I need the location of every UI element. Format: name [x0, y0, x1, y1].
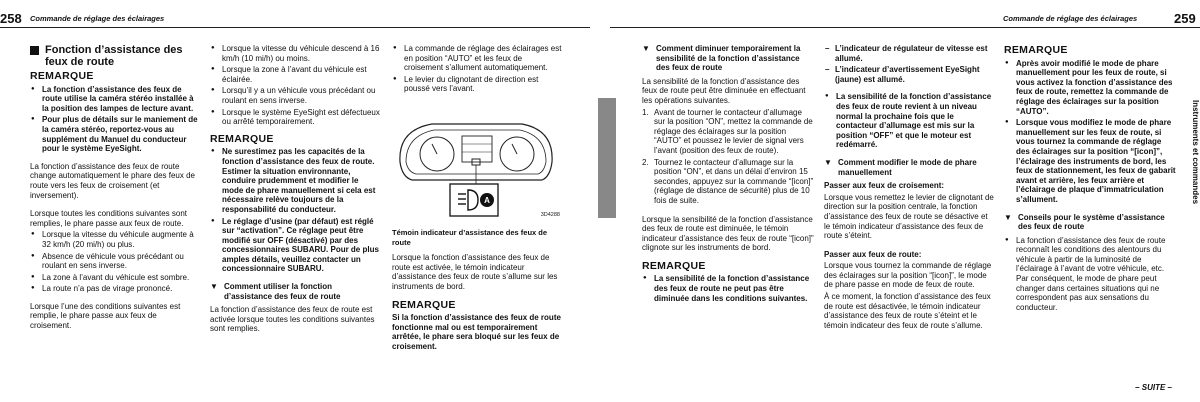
list-item: ● La fonction d’assistance des feux de route reconnaît les conditions des alentours du véhicule à partir de la luminosité de l’éclairage à l’avant de votre véhicule, etc. Par conséquent, le mode de phare peut changer dans certaines situations qui ne correspondent pas aux sensations du conducteur.	[1004, 236, 1176, 313]
triangle-bullet-icon: ▼	[210, 282, 218, 292]
remark-label: REMARQUE	[210, 132, 274, 145]
list-item: ● Après avoir modifié le mode de phare manuellement pour les feux de route, si vous activez la fonction d’assistance des feux de route, remettez la commande de réglage des éclairages sur la position “AUTO”.	[1004, 59, 1176, 117]
paragraph: Lorsque l’une des conditions suivantes est remplie, le phare passe aux feux de croisement.	[30, 301, 181, 331]
running-title-right: Commande de réglage des éclairages	[1003, 14, 1138, 23]
remark-list	[210, 147, 382, 274]
triangle-bullet-icon: ▼	[824, 157, 832, 167]
left-column-3	[392, 44, 562, 361]
paragraph: La sensibilité de la fonction d’assistance des feux de route peut être diminuée en effectuant les opérations suivantes.	[642, 76, 806, 105]
list-item: ● Le levier du clignotant de direction est poussé vers l’avant.	[392, 75, 562, 94]
left-column-2	[210, 44, 382, 343]
remark-label: REMARQUE	[1004, 44, 1068, 56]
paragraph: Lorsque la sensibilité de la fonction d’assistance des feux de route est diminuée, le témoin indicateur d’assistance des feux de route “[icon]” clignote sur les instruments de bord.	[642, 214, 814, 253]
list-item: ● La route n’a pas de virage prononcé.	[30, 284, 200, 294]
left-column-1	[30, 44, 200, 340]
list-item: 1. Avant de tourner le contacteur d’allumage sur la position “ON”, mettez la commande de réglage des éclairages sur la position “AUTO” et poussez le levier de signal vers l’avant (position des feux de route).	[642, 107, 813, 155]
paragraph: La fonction d’assistance des feux de route est activée lorsque toutes les conditions suivantes sont remplies.	[210, 305, 375, 334]
list-item: ● La fonction d’assistance des feux de route utilise la caméra stéréo installée à la position des lampes de lecture avant.	[30, 85, 200, 114]
subheading: ▼ Comment modifier le mode de phare manuellement	[824, 157, 977, 177]
list-item: ● Lorsque vous modifiez le mode de phare manuellement sur les feux de route, si vous tournez la commande de réglage des éclairages sur la position “[icon]”, l’éclairage des instruments de bord, les feux de stationnement, les feux de gabarit avant et arrière, les feux arrière et l’éclairage de plaque d’immatriculation s’allument.	[1004, 118, 1176, 204]
list-item: ● Lorsque la vitesse du véhicule descend à 16 km/h (10 mi/h) ou moins.	[210, 44, 382, 63]
header-rule-left	[0, 27, 590, 28]
section-heading: Fonction d’assistance des feux de route	[30, 44, 200, 68]
running-title-left: Commande de réglage des éclairages	[30, 14, 165, 23]
list-item: ● La commande de réglage des éclairages est en position “AUTO” et les feux de croisement s’allument automatiquement.	[392, 44, 562, 73]
header-rule-right	[610, 27, 1200, 28]
list-item: – L’indicateur de régulateur de vitesse est allumé.	[824, 44, 994, 63]
instrument-panel-figure	[392, 102, 562, 222]
condition-list	[30, 230, 200, 294]
triangle-bullet-icon: ▼	[642, 44, 650, 53]
list-item: ● Pour plus de détails sur le maniement de la caméra stéréo, reportez-vous au supplément du Manuel du conducteur pour le système EyeSight.	[30, 115, 200, 153]
triangle-bullet-icon: ▼	[1004, 212, 1012, 222]
side-section-tab: Instruments et commandes	[1191, 100, 1200, 205]
right-page	[610, 0, 1200, 402]
paragraph: Lorsque toutes les conditions suivantes sont remplies, le phare passe aux feux de route.	[30, 209, 187, 228]
right-column-2	[824, 44, 994, 339]
list-item: ● Le réglage d’usine (par défaut) est réglé sur “activation”. Ce réglage peut être modifié sur OFF (désactivé) par des concessionnaires SUBARU. Pour de plus amples détails, veuillez contacter un concessionnaire SUBARU.	[210, 217, 382, 275]
list-item: – L’indicateur d’avertissement EyeSight (jaune) est allumé.	[824, 65, 994, 84]
list-item: ● Absence de véhicule vous précédant ou roulant en sens inverse.	[30, 252, 200, 271]
condition-list	[210, 44, 382, 127]
page-number-right: 259	[1174, 11, 1196, 26]
list-item: ● Lorsqu’il y a un véhicule vous précédant ou roulant en sens inverse.	[210, 86, 382, 105]
subheading: ▼ Comment utiliser la fonction d’assistance des feux de route	[210, 282, 341, 301]
paragraph: Lorsque vous tournez la commande de réglage des éclairages sur la position “[icon]”, le mode de phare passe en mode de feux de route.	[824, 261, 992, 290]
instrument-panel-illustration	[392, 102, 562, 222]
right-column-3	[1004, 44, 1176, 320]
list-item: ● La zone à l’avant du véhicule est sombre.	[30, 273, 200, 283]
tips-list	[1004, 236, 1176, 313]
remark-list	[642, 274, 814, 303]
figure-code: 3D4288	[540, 211, 560, 218]
subheading: ▼ Comment diminuer temporairement la sensibilité de la fonction d’assistance des feux de route	[642, 44, 801, 73]
square-bullet-icon	[30, 46, 39, 55]
low-beam-label: Passer aux feux de croisement:	[824, 181, 945, 191]
condition-list	[392, 44, 562, 94]
remark-label: REMARQUE	[392, 298, 456, 311]
list-item: ● Lorsque la vitesse du véhicule augmente à 32 km/h (20 mi/h) ou plus.	[30, 230, 200, 249]
remark-list	[30, 85, 200, 154]
paragraph: À ce moment, la fonction d’assistance des feux de route est désactivée, le témoin indicateur d’assistance des feux de route s’éteint et le témoin indicateur des feux de route s’allume.	[824, 292, 991, 330]
svg-text:A: A	[484, 195, 490, 205]
remark-list	[1004, 59, 1176, 205]
step-list	[642, 108, 814, 206]
list-item: ● La sensibilité de la fonction d’assistance des feux de route ne peut pas être diminuée dans les conditions suivantes.	[642, 274, 814, 303]
remark-text: Si la fonction d’assistance des feux de route fonctionne mal ou est temporairement arrêtée, le phare sera bloqué sur les feux de croisement.	[392, 313, 561, 351]
paragraph: Lorsque la fonction d’assistance des feux de route est activée, le témoin indicateur d’assistance des feux de route s’allume sur les instruments de bord.	[392, 253, 558, 291]
paragraph: La fonction d’assistance des feux de route change automatiquement le phare des feux de route vers les feux de croisement (et inversement).	[30, 161, 196, 200]
continued-marker: – SUITE –	[1135, 383, 1172, 392]
left-page	[0, 0, 590, 402]
remark-label: REMARQUE	[30, 70, 94, 82]
list-item: ● Lorsque la zone à l’avant du véhicule est éclairée.	[210, 65, 382, 84]
list-item: ● La sensibilité de la fonction d’assistance des feux de route revient à un niveau normal la prochaine fois que le contacteur d’allumage est mis sur la position “OFF” et que le moteur est redémarré.	[824, 92, 994, 150]
page-number-left: 258	[0, 11, 22, 26]
remark-list	[824, 92, 994, 150]
list-item: ● Lorsque le système EyeSight est défectueux ou arrêté temporairement.	[210, 108, 382, 127]
list-item: ● Ne surestimez pas les capacités de la fonction d’assistance des feux de route. Estimer la situation environnante, conduire prudemment et modifier le mode de phare manuellement si cela est nécessaire relève toujours de la responsabilité du conducteur.	[210, 147, 382, 214]
paragraph: Lorsque vous remettez le levier de clignotant de direction sur la position centrale, la fonction d’assistance des feux de route se désactive et le témoin indicateur d’assistance des feux de route s’éteint.	[824, 192, 994, 241]
subheading: ▼ Conseils pour le système d’assistance des feux de route	[1004, 212, 1165, 232]
remark-label: REMARQUE	[642, 259, 706, 272]
dash-list	[824, 44, 994, 84]
high-beam-label: Passer aux feux de route:	[824, 249, 922, 259]
right-column-1	[642, 44, 814, 311]
figure-caption: Témoin indicateur d’assistance des feux de route	[392, 227, 548, 247]
list-item: 2. Tournez le contacteur d’allumage sur la position “ON”, et dans un délai d’environ 15 secondes, appuyez sur la commande “[icon]” (réglage de distance de sécurité) plus de 10 fois de suite.	[642, 157, 814, 205]
